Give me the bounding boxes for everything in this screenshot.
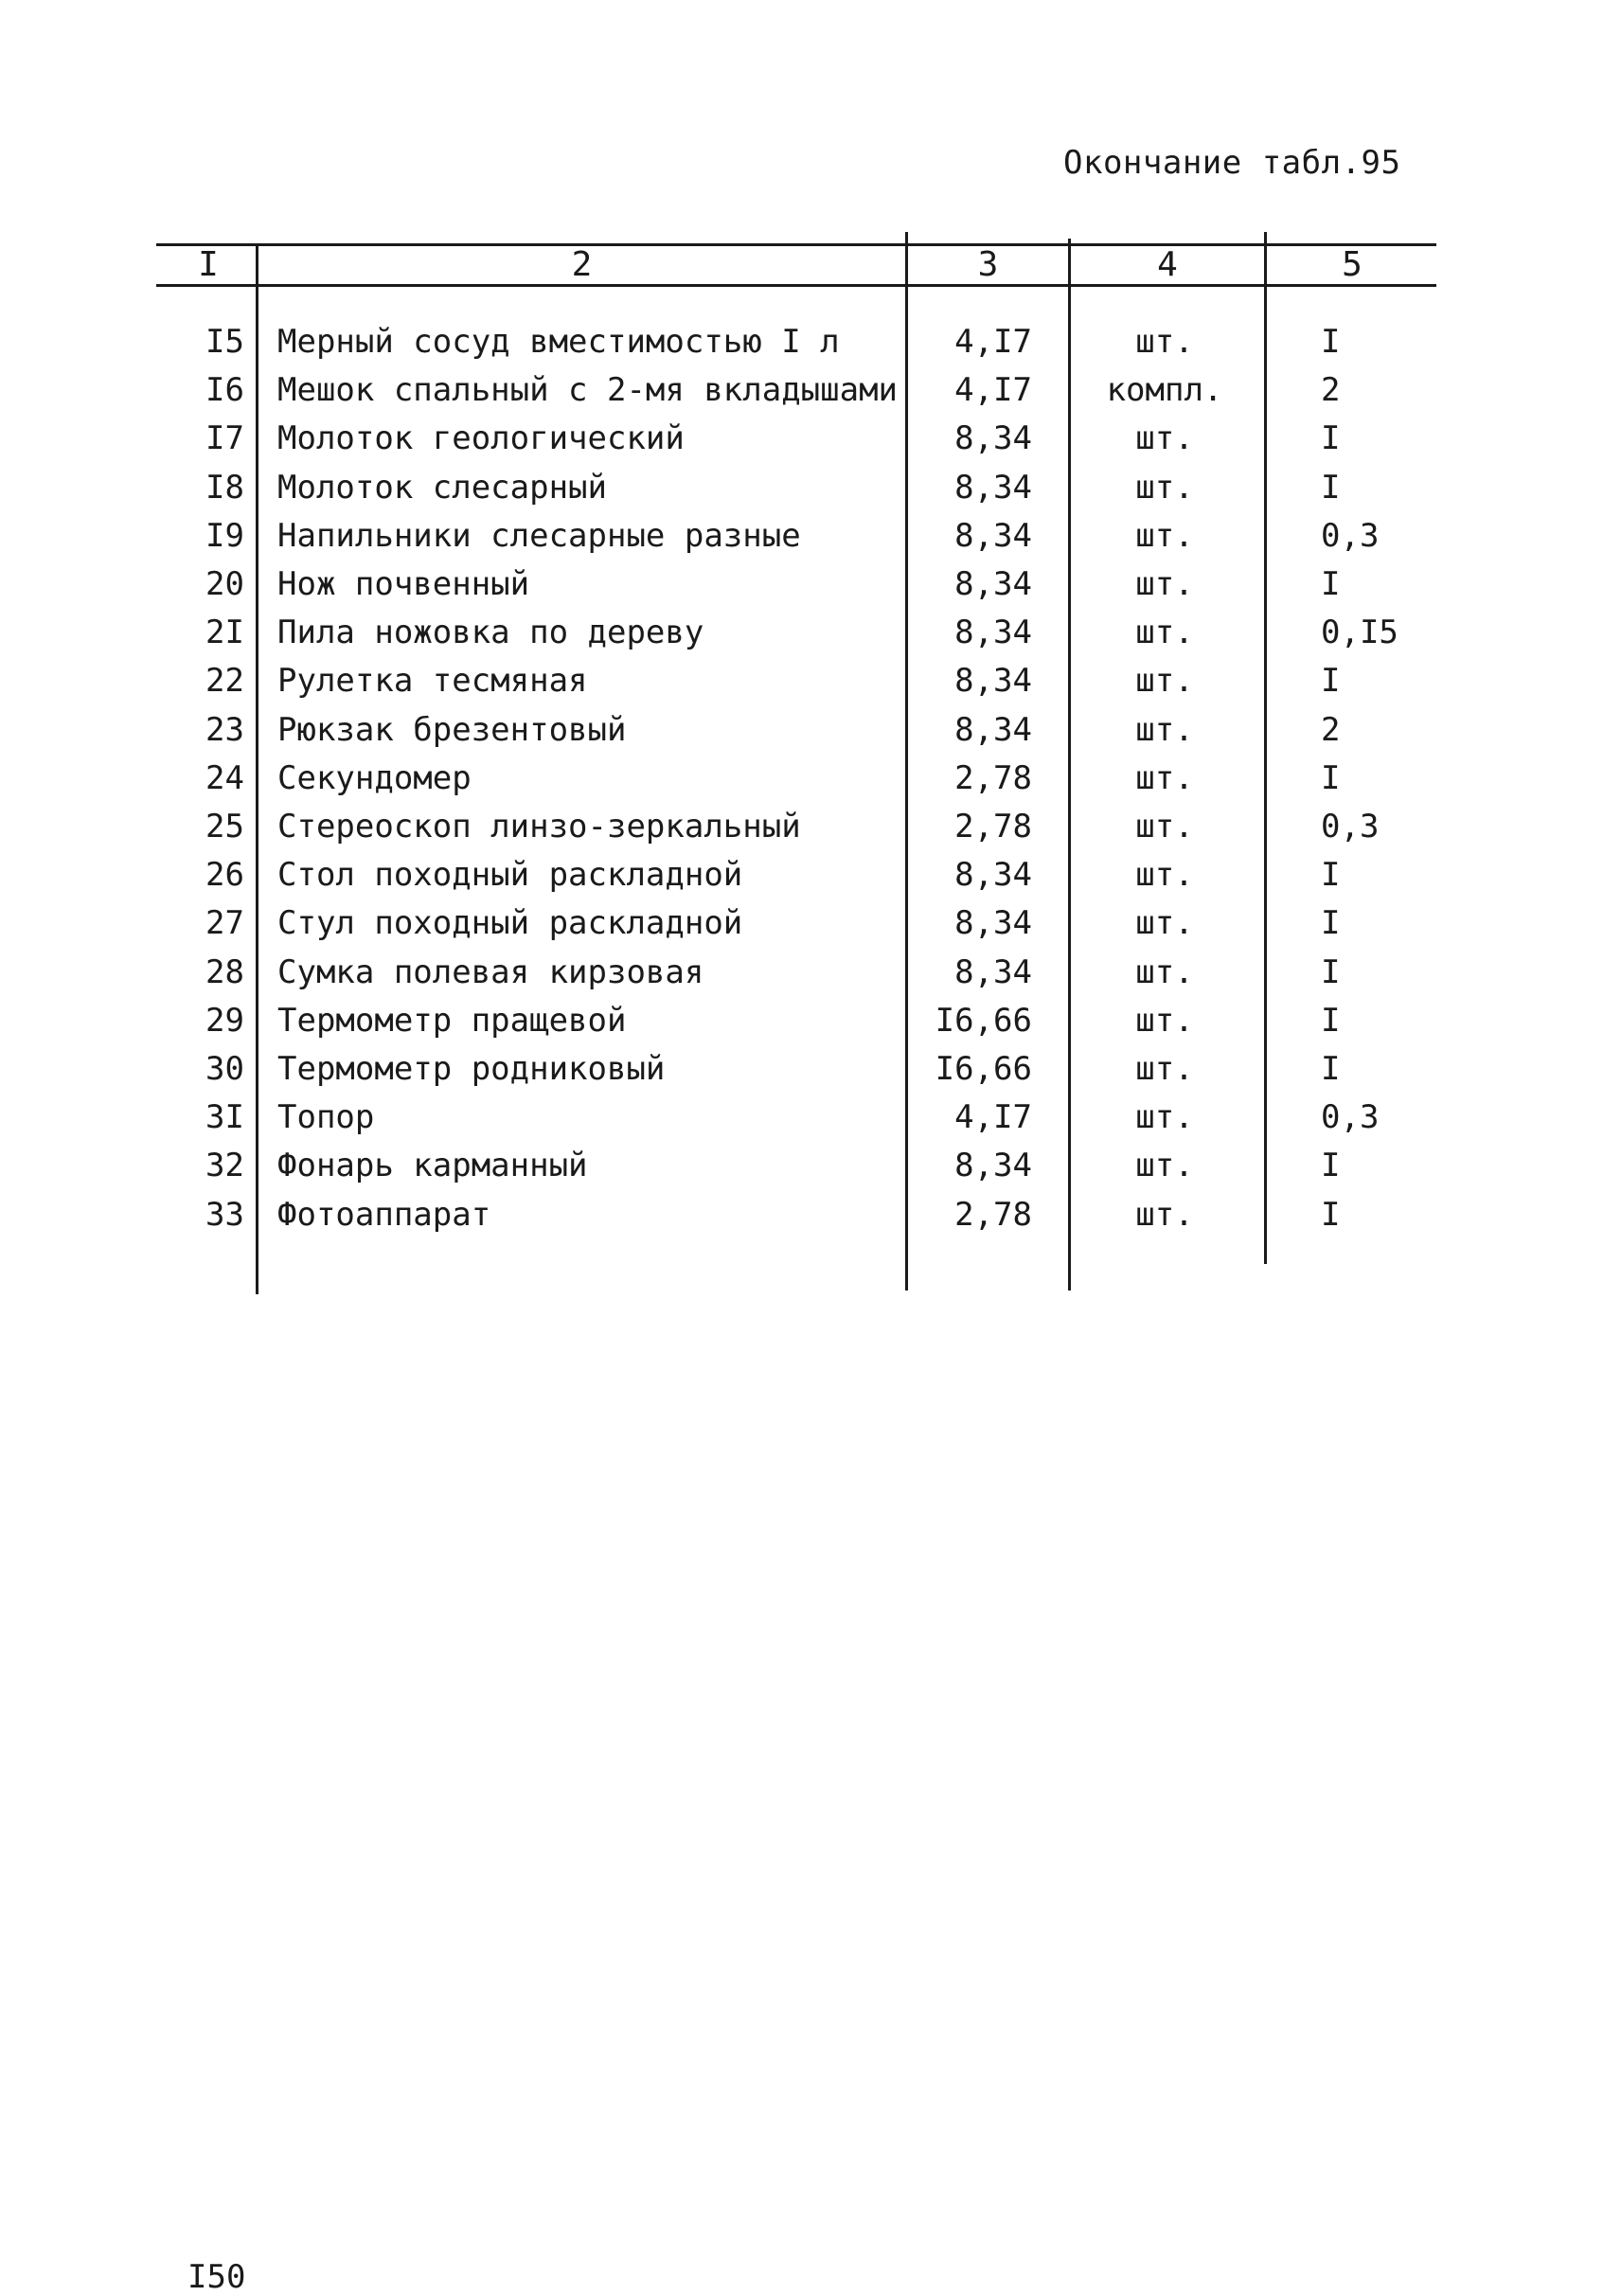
table-row (0, 755, 1621, 803)
row-number: 25 (205, 808, 244, 845)
item-quantity: I (1321, 323, 1341, 361)
item-name: Пила ножовка по дереву (277, 614, 704, 652)
row-number: 29 (205, 1001, 244, 1040)
item-price: 8,34 (954, 565, 1032, 603)
item-name: Молоток слесарный (277, 468, 607, 507)
item-unit: шт. (1135, 904, 1194, 943)
item-name: Сумка полевая кирзовая (277, 952, 704, 991)
item-quantity: I (1321, 1147, 1341, 1185)
item-name: Термометр пращевой (277, 1001, 627, 1040)
table-row (0, 899, 1621, 948)
item-name: Фотоаппарат (277, 1195, 491, 1234)
item-quantity: I (1321, 1050, 1341, 1088)
item-quantity: I (1321, 1195, 1341, 1234)
table-row (0, 949, 1621, 997)
table-row (0, 1045, 1621, 1094)
row-number: 2I (205, 614, 244, 652)
item-unit: компл. (1106, 371, 1223, 410)
item-unit: шт. (1135, 323, 1194, 361)
item-quantity: I (1321, 758, 1341, 797)
item-unit: шт. (1135, 662, 1194, 701)
item-quantity: I (1321, 904, 1341, 943)
row-number: 24 (205, 758, 244, 797)
table-row (0, 803, 1621, 851)
header-col-2: 2 (571, 245, 593, 284)
table-caption: Окончание табл.95 (1063, 144, 1401, 182)
item-price: 8,34 (954, 952, 1032, 991)
item-name: Молоток геологический (277, 419, 685, 458)
item-quantity: 0,I5 (1321, 614, 1398, 652)
table-row (0, 415, 1621, 463)
row-number: 28 (205, 952, 244, 991)
item-price: 8,34 (954, 662, 1032, 701)
item-quantity: 0,3 (1321, 1098, 1380, 1137)
item-unit: шт. (1135, 1098, 1194, 1137)
item-unit: шт. (1135, 419, 1194, 458)
row-number: 20 (205, 565, 244, 603)
item-price: 8,34 (954, 1147, 1032, 1185)
row-number: I9 (205, 516, 244, 555)
item-quantity: I (1321, 662, 1341, 701)
item-quantity: I (1321, 468, 1341, 507)
item-name: Напильники слесарные разные (277, 516, 801, 555)
row-number: 26 (205, 856, 244, 895)
item-unit: шт. (1135, 1147, 1194, 1185)
item-price: 4,I7 (954, 323, 1032, 361)
table-row (0, 657, 1621, 705)
item-name: Стереоскоп линзо-зеркальный (277, 808, 801, 845)
table-row (0, 1191, 1621, 1239)
item-quantity: 0,3 (1321, 516, 1380, 555)
item-name: Нож почвенный (277, 565, 530, 603)
item-price: 8,34 (954, 614, 1032, 652)
item-price: 8,34 (954, 856, 1032, 895)
item-unit: шт. (1135, 758, 1194, 797)
table-row (0, 318, 1621, 366)
row-number: I6 (205, 371, 244, 410)
item-price: 2,78 (954, 1195, 1032, 1234)
header-col-4: 4 (1157, 245, 1178, 284)
item-quantity: I (1321, 565, 1341, 603)
item-price: 8,34 (954, 419, 1032, 458)
item-price: 8,34 (954, 468, 1032, 507)
table-row (0, 1142, 1621, 1190)
row-number: 30 (205, 1050, 244, 1088)
table-row (0, 512, 1621, 561)
item-price: I6,66 (935, 1050, 1032, 1088)
item-name: Рюкзак брезентовый (277, 710, 627, 749)
row-number: 22 (205, 662, 244, 701)
item-unit: шт. (1135, 1001, 1194, 1040)
item-name: Стол походный раскладной (277, 856, 743, 895)
table-row (0, 706, 1621, 755)
row-number: 23 (205, 710, 244, 749)
row-number: I8 (205, 468, 244, 507)
item-unit: шт. (1135, 1195, 1194, 1234)
item-price: I6,66 (935, 1001, 1032, 1040)
item-name: Рулетка тесмяная (277, 662, 588, 701)
item-unit: шт. (1135, 614, 1194, 652)
row-number: 32 (205, 1147, 244, 1185)
table-row (0, 561, 1621, 609)
item-quantity: 0,3 (1321, 808, 1380, 845)
item-price: 8,34 (954, 516, 1032, 555)
item-name: Мешок спальный с 2-мя вкладышами (277, 371, 899, 410)
item-unit: шт. (1135, 565, 1194, 603)
item-unit: шт. (1135, 856, 1194, 895)
item-price: 8,34 (954, 904, 1032, 943)
item-price: 4,I7 (954, 1098, 1032, 1137)
header-col-3: 3 (977, 245, 999, 284)
item-quantity: I (1321, 419, 1341, 458)
table-row (0, 366, 1621, 415)
table-row (0, 851, 1621, 899)
item-unit: шт. (1135, 468, 1194, 507)
item-name: Мерный сосуд вместимостью I л (277, 323, 840, 361)
item-name: Секундомер (277, 758, 472, 797)
row-number: 3I (205, 1098, 244, 1137)
item-name: Термометр родниковый (277, 1050, 666, 1088)
item-unit: шт. (1135, 1050, 1194, 1088)
header-col-1: I (198, 245, 219, 284)
row-number: I7 (205, 419, 244, 458)
header-col-5: 5 (1342, 245, 1363, 284)
item-name: Стул походный раскладной (277, 904, 743, 943)
item-name: Фонарь карманный (277, 1147, 588, 1185)
item-name: Топор (277, 1098, 375, 1137)
item-quantity: I (1321, 1001, 1341, 1040)
item-quantity: I (1321, 856, 1341, 895)
item-price: 2,78 (954, 808, 1032, 845)
item-price: 8,34 (954, 710, 1032, 749)
item-unit: шт. (1135, 710, 1194, 749)
table-row (0, 997, 1621, 1045)
item-quantity: I (1321, 952, 1341, 991)
row-number: I5 (205, 323, 244, 361)
page-number: I50 (187, 2258, 246, 2296)
item-price: 2,78 (954, 758, 1032, 797)
item-quantity: 2 (1321, 710, 1341, 749)
table-row (0, 609, 1621, 657)
row-number: 27 (205, 904, 244, 943)
item-unit: шт. (1135, 808, 1194, 845)
row-number: 33 (205, 1195, 244, 1234)
item-price: 4,I7 (954, 371, 1032, 410)
table-row (0, 1094, 1621, 1142)
table-row (0, 464, 1621, 512)
item-unit: шт. (1135, 516, 1194, 555)
item-unit: шт. (1135, 952, 1194, 991)
item-quantity: 2 (1321, 371, 1341, 410)
